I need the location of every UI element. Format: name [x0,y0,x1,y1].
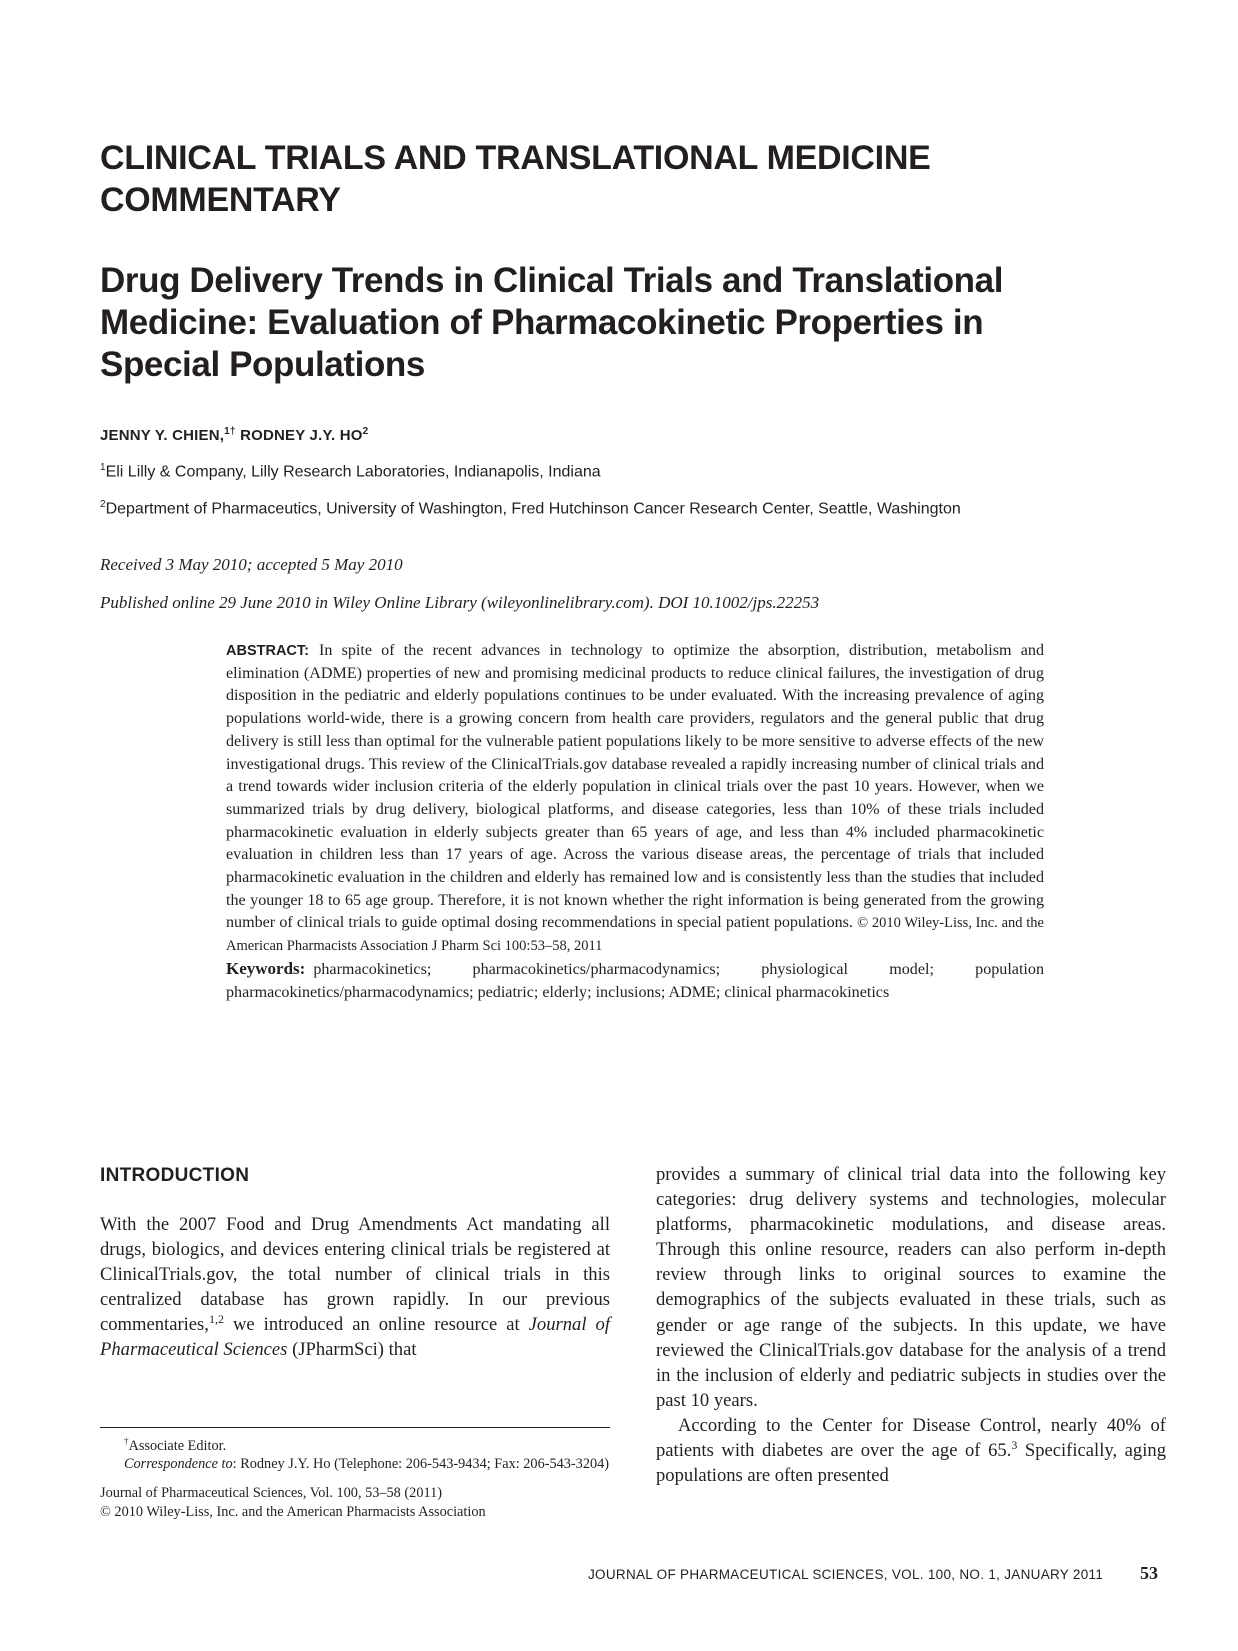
left-column [100,1212,610,1363]
affiliation-text: Eli Lilly & Company, Lilly Research Laboratories, Indianapolis, Indiana [105,463,601,481]
footnote-text: Associate Editor. [128,1437,227,1454]
footnote-text: : Rodney J.Y. Ho (Telephone: 206-543-9434; Fax: 206-543-3204) [232,1456,610,1473]
author-list [100,426,368,444]
keywords-label: Keywords: [226,958,306,978]
received-date: Received 3 May 2010; accepted 5 May 2010 [100,555,403,574]
citation-ref: 1,2 [208,1312,224,1327]
affiliation [100,462,601,481]
paragraph-text: (JPharmSci) that [287,1339,417,1361]
paragraph-text: According to the Center for Disease Control, nearly 40% of patients with diabetes are over the age of 65. [656,1414,1166,1462]
footnote-correspondence [100,1455,610,1474]
abstract-text: In spite of the recent advances in technology to optimize the absorption, distribution, metabolism and elimination (ADME) properties of new and promising medicinal products to reduce clinical failures, the investigation of drug disposition in the pediatric and elderly populations continues to be under evaluated. With the increasing prevalence of aging populations world-wide, there is a growing concern from health care providers, regulators and the general public that drug delivery is still less than optimal for the vulnerable patient populations likely to be more sensitive to adverse effects of the new investigational drugs. This review of the ClinicalTrials.gov database revealed a rapidly increasing number of clinical trials and a trend towards wider inclusion criteria of the elderly population in clinical trials over the past 10 years. However, when we summarized trials by drug delivery, biological platforms, and disease categories, less than 10% of these trials included pharmacokinetic evaluation in elderly subjects greater than 65 years of age, and less than 4% included pharmacokinetic evaluation in children less than 17 years of age. Across the various disease areas, the percentage of trials that included pharmacokinetic evaluation in the children and elderly has remained low and is consistently less than the studies that included the younger 18 to 65 age group. Therefore, it is not known whether the right information is being generated from the growing number of clinical trials to guide optimal dosing recommendations in special patient populations. [226,642,1044,932]
journal-citation: Journal of Pharmaceutical Sciences, Vol. 100, 53–58 (2011) [100,1484,442,1501]
author-affiliation-mark: 1† [224,426,236,437]
publication-info: Published online 29 June 2010 in Wiley Online Library (wileyonlinelibrary.com). DOI 10.1002/jps.22253 [100,593,820,612]
keywords-text: pharmacokinetics; pharmacokinetics/pharmacodynamics; physiological model; population pharmacokinetics/pharmacodynamics; pediatric; elderly; inclusions; ADME; clinical pharmacokinetics [226,960,1044,1001]
footnote-mark: † [124,1436,129,1446]
journal-name: Journal of Pharmaceutical Sciences [100,1314,610,1361]
right-column [656,1162,1166,1488]
page-number: 53 [1140,1563,1158,1583]
abstract-body [226,640,1044,958]
citation-ref: 3 [1011,1437,1018,1452]
footnote-associate-editor [100,1432,610,1455]
paragraph-text: Specifically, aging populations are often presented [656,1440,1166,1487]
footnote-divider [100,1427,610,1428]
paragraph [656,1413,1166,1488]
running-footer: JOURNAL OF PHARMACEUTICAL SCIENCES, VOL. 100, NO. 1, JANUARY 2011 [588,1567,1104,1582]
affiliation [100,499,961,518]
abstract-label: ABSTRACT: [226,643,309,659]
author-affiliation-mark: 2 [362,426,369,437]
affiliation-text: Department of Pharmaceutics, University of Washington, Fred Hutchinson Cancer Research Center, Seattle, Washington [105,500,961,518]
correspondence-label: Correspondence to [124,1456,233,1473]
introduction-heading: INTRODUCTION [100,1165,250,1186]
keywords [226,958,1044,1004]
paragraph: provides a summary of clinical trial data into the following key categories: drug delivery systems and technologies, molecular platforms, pharmacokinetic modulations, and disease areas. Through this online resource, readers can also perform in-depth review through links to original sources to examine the demographics of the subjects evaluated in these trials, such as gender or age range of the subjects. In this update, we have reviewed the ClinicalTrials.gov database for the analysis of a trend in the inclusion of elderly and pediatric subjects in studies over the past 10 years. [656,1164,1166,1411]
author-name: JENNY Y. CHIEN, [100,427,225,444]
article-title: Drug Delivery Trends in Clinical Trials and Translational Medicine: Evaluation of Pharmacokinetic Properties in Special Populations [100,261,1004,384]
abstract [226,640,1044,1004]
copyright-notice: © 2010 Wiley-Liss, Inc. and the American Pharmacists Association [100,1503,486,1520]
affiliation-mark: 1 [100,462,106,473]
author-name: RODNEY J.Y. HO [240,427,363,444]
paragraph-text: we introduced an online resource at [223,1314,529,1336]
footnotes [100,1432,610,1521]
section-title: CLINICAL TRIALS AND TRANSLATIONAL MEDICINE COMMENTARY [100,139,931,219]
paragraph-text: With the 2007 Food and Drug Amendments Act mandating all drugs, biologics, and devices entering clinical trials be registered at ClinicalTrials.gov, the total number of clinical trials in this centralized database has grown rapidly. In our previous commentaries, [100,1214,610,1336]
affiliation-mark: 2 [100,499,106,510]
paragraph [100,1212,610,1363]
abstract-copyright: © 2010 Wiley-Liss, Inc. and the American Pharmacists Association J Pharm Sci 100:53–58, 2011 [226,915,1044,955]
